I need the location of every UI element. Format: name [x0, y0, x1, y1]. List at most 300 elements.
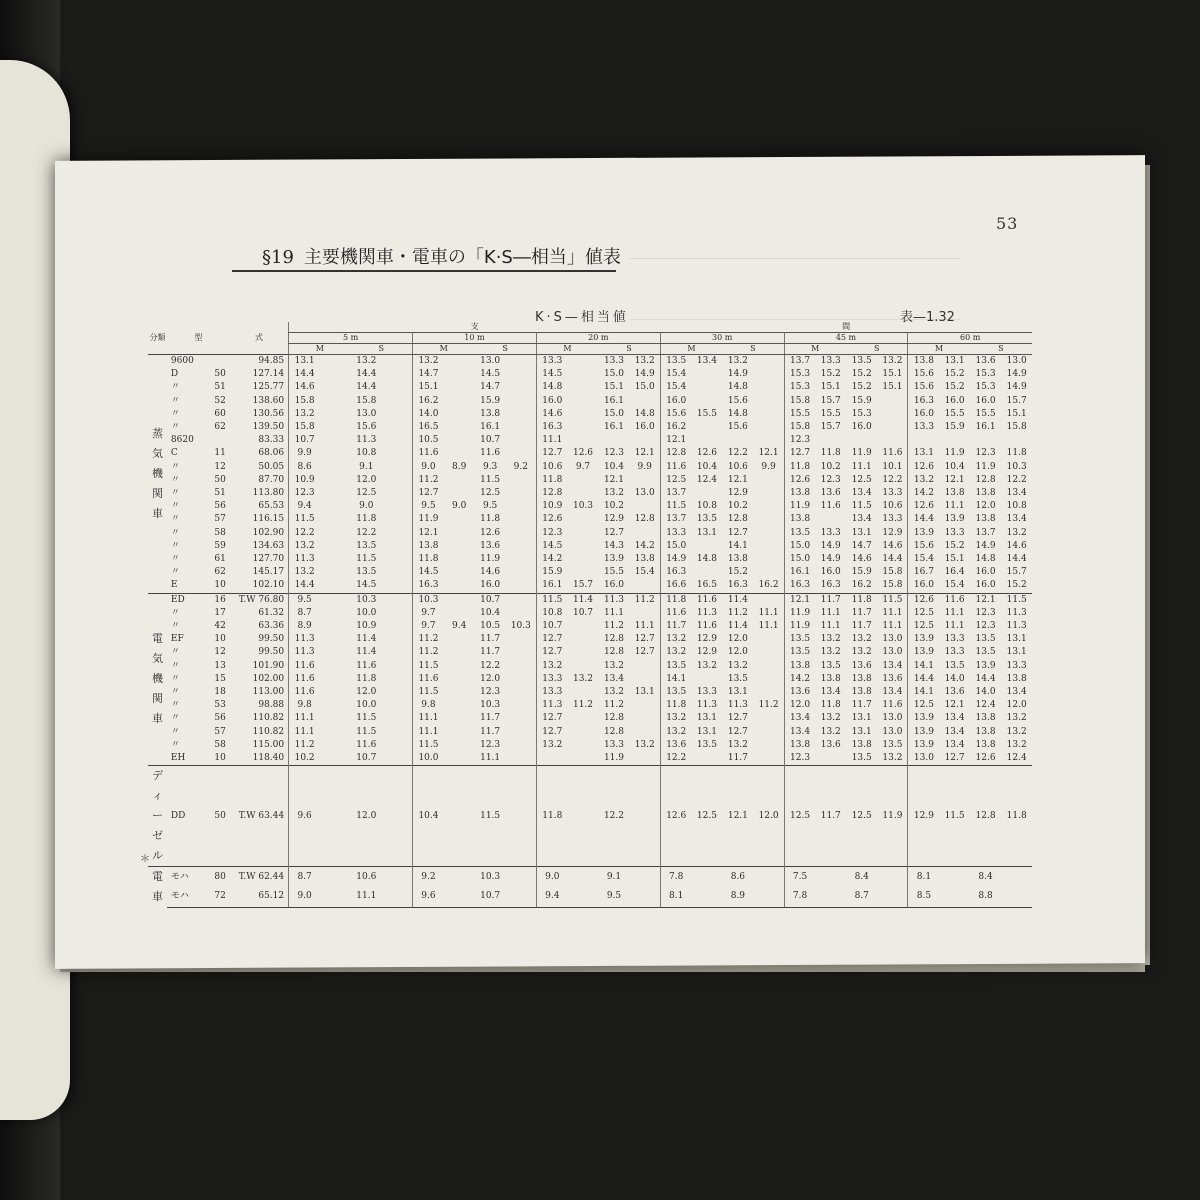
- model-number: 52: [214, 395, 226, 406]
- model-number: 15: [214, 673, 226, 684]
- value-cell: [568, 686, 598, 699]
- value-cell: 12.4: [975, 700, 996, 711]
- value-cell: 13.0: [474, 355, 505, 369]
- model-number: 50: [214, 369, 226, 380]
- value-cell: [320, 434, 350, 447]
- header-span-10m: 10 m: [412, 333, 536, 344]
- value-cell: 12.3: [536, 527, 567, 540]
- value-cell: 12.2: [660, 752, 691, 766]
- value-cell: 12.5: [784, 766, 815, 867]
- value-cell: 15.7: [820, 395, 841, 406]
- value-cell: [320, 540, 350, 553]
- value-cell: 13.5: [846, 355, 877, 369]
- weight-cell: 113.00: [252, 687, 285, 698]
- value-cell: 12.2: [882, 474, 903, 485]
- value-cell: [320, 527, 350, 540]
- value-cell: 8.6: [722, 867, 753, 887]
- value-cell: 11.8: [846, 593, 877, 607]
- value-cell: [506, 633, 536, 646]
- model-number: 50: [211, 766, 230, 867]
- value-cell: [630, 867, 661, 887]
- value-cell: 11.7: [816, 593, 846, 607]
- value-cell: [630, 395, 661, 408]
- value-cell: 13.2: [603, 488, 624, 499]
- value-cell: [692, 673, 722, 686]
- table-row: [148, 579, 1032, 593]
- value-cell: 13.9: [975, 660, 996, 671]
- model-series: 〃: [170, 739, 180, 750]
- value-cell: [382, 867, 412, 887]
- value-cell: [320, 633, 350, 646]
- value-cell: 13.9: [908, 646, 939, 659]
- table-row: [148, 395, 1032, 408]
- value-cell: 11.1: [536, 434, 567, 447]
- value-cell: 13.8: [784, 660, 815, 673]
- value-cell: [568, 553, 598, 566]
- value-cell: 13.2: [660, 726, 691, 739]
- value-cell: 15.2: [820, 369, 841, 380]
- value-cell: 12.2: [480, 660, 501, 671]
- category-label: 電気機関車: [148, 593, 167, 766]
- value-cell: 10.1: [882, 461, 903, 472]
- value-cell: 9.9: [289, 447, 320, 460]
- value-cell: [382, 726, 412, 739]
- model-series: 〃: [170, 554, 180, 565]
- value-cell: 16.0: [851, 422, 872, 433]
- section-heading: [262, 243, 621, 269]
- weight-cell: 130.56: [252, 408, 285, 419]
- value-cell: 12.0: [351, 766, 382, 867]
- weight-cell: 87.70: [258, 474, 285, 485]
- value-cell: [568, 867, 598, 887]
- value-cell: [382, 673, 412, 686]
- value-cell: 14.9: [975, 540, 996, 551]
- value-cell: 12.1: [603, 474, 624, 485]
- table-row: [148, 474, 1032, 487]
- value-cell: 15.2: [944, 369, 965, 380]
- value-cell: 15.9: [851, 567, 872, 578]
- value-cell: 13.1: [696, 726, 717, 737]
- value-cell: 9.4: [536, 887, 567, 907]
- value-cell: 12.0: [784, 699, 815, 712]
- value-cell: 15.8: [289, 395, 320, 408]
- value-cell: 13.6: [660, 739, 691, 752]
- value-cell: [506, 434, 536, 447]
- value-cell: 11.9: [944, 448, 965, 459]
- value-cell: 11.5: [480, 474, 501, 485]
- value-cell: 13.5: [975, 634, 996, 645]
- value-cell: 14.6: [480, 567, 501, 578]
- value-cell: 11.5: [412, 686, 443, 699]
- footnote-mark: ＊: [140, 854, 150, 865]
- value-cell: 13.5: [356, 567, 377, 578]
- value-cell: 12.3: [480, 739, 501, 750]
- value-cell: [382, 408, 412, 421]
- value-cell: [382, 699, 412, 712]
- value-cell: 11.1: [289, 712, 320, 725]
- value-cell: [382, 766, 412, 867]
- value-cell: 8.5: [908, 887, 939, 907]
- value-cell: 11.2: [572, 700, 594, 711]
- value-cell: 13.9: [908, 726, 939, 739]
- value-cell: 15.2: [1006, 580, 1027, 591]
- value-cell: 11.7: [480, 634, 501, 645]
- value-cell: [320, 726, 350, 739]
- value-cell: [692, 381, 722, 394]
- value-cell: 11.5: [412, 739, 443, 752]
- ks-value-table: [148, 322, 1032, 908]
- value-cell: 12.0: [727, 647, 748, 658]
- value-cell: [444, 633, 474, 646]
- value-cell: 16.1: [480, 422, 501, 433]
- value-cell: [630, 673, 661, 686]
- value-cell: 10.7: [356, 753, 377, 764]
- value-cell: 12.3: [784, 434, 815, 447]
- table-row: [148, 646, 1032, 659]
- value-cell: 13.3: [820, 527, 841, 538]
- value-cell: 13.2: [851, 647, 872, 658]
- value-cell: [320, 368, 350, 381]
- value-cell: 10.4: [480, 607, 501, 618]
- value-cell: 11.5: [474, 766, 505, 867]
- value-cell: 11.1: [882, 621, 903, 632]
- table-row: [148, 500, 1032, 513]
- value-cell: 15.5: [975, 408, 996, 419]
- value-cell: 11.6: [289, 660, 320, 673]
- value-cell: 11.6: [939, 593, 969, 607]
- value-cell: 7.8: [660, 867, 691, 887]
- value-cell: [444, 381, 474, 394]
- value-cell: 11.7: [727, 753, 748, 764]
- weight-cell: 115.00: [252, 739, 285, 750]
- value-cell: 13.6: [480, 540, 501, 551]
- value-cell: [382, 593, 412, 607]
- value-cell: 12.7: [727, 713, 748, 724]
- value-cell: [320, 447, 350, 460]
- value-cell: 14.4: [356, 382, 377, 393]
- value-cell: 13.2: [1006, 739, 1027, 750]
- model-number: 80: [211, 867, 230, 887]
- value-cell: 13.4: [851, 488, 872, 499]
- value-cell: 13.2: [1006, 726, 1027, 737]
- value-cell: 13.2: [820, 726, 841, 737]
- value-cell: 15.0: [784, 553, 815, 566]
- value-cell: 10.6: [727, 461, 748, 472]
- value-cell: [506, 540, 536, 553]
- value-cell: 11.9: [603, 753, 624, 764]
- value-cell: 12.6: [536, 513, 567, 526]
- value-cell: 12.6: [908, 500, 939, 513]
- value-cell: 11.7: [480, 726, 501, 737]
- value-cell: 13.9: [944, 514, 965, 525]
- value-cell: 13.8: [975, 739, 996, 750]
- value-cell: [444, 368, 474, 381]
- value-cell: [877, 887, 907, 907]
- value-cell: 10.4: [412, 766, 443, 867]
- value-cell: 12.7: [603, 527, 624, 538]
- weight-cell: T.W 62.44: [230, 867, 289, 887]
- value-cell: 9.0: [536, 867, 567, 887]
- value-cell: 12.2: [598, 766, 629, 867]
- value-cell: 8.4: [846, 867, 877, 887]
- value-cell: [816, 887, 846, 907]
- value-cell: 13.8: [480, 408, 501, 419]
- value-cell: 14.7: [851, 540, 872, 551]
- value-cell: 14.9: [1006, 369, 1027, 380]
- value-cell: 12.5: [851, 474, 872, 485]
- value-cell: [382, 540, 412, 553]
- header-m-2: M: [536, 344, 598, 355]
- value-cell: [568, 540, 598, 553]
- value-cell: 9.0: [289, 887, 320, 907]
- value-cell: [568, 527, 598, 540]
- weight-cell: 139.50: [252, 422, 285, 433]
- value-cell: 16.0: [480, 580, 501, 591]
- value-cell: 12.0: [727, 634, 748, 645]
- value-cell: 10.8: [1006, 501, 1027, 512]
- value-cell: 15.8: [784, 395, 815, 408]
- value-cell: [754, 421, 784, 434]
- value-cell: 13.2: [289, 408, 320, 421]
- value-cell: [568, 887, 598, 907]
- value-cell: [382, 461, 412, 474]
- value-cell: 14.8: [975, 554, 996, 565]
- value-cell: 11.3: [696, 700, 717, 711]
- value-cell: 10.3: [474, 867, 505, 887]
- model-number: 51: [214, 488, 226, 499]
- value-cell: [506, 726, 536, 739]
- value-cell: 15.7: [572, 580, 594, 591]
- value-cell: 13.7: [660, 513, 691, 526]
- value-cell: 11.6: [692, 593, 722, 607]
- value-cell: 11.6: [356, 660, 377, 671]
- value-cell: [444, 766, 474, 867]
- value-cell: [877, 434, 907, 447]
- value-cell: 13.1: [908, 447, 939, 460]
- value-cell: [754, 646, 784, 659]
- value-cell: 14.6: [882, 540, 903, 551]
- value-cell: [506, 447, 536, 460]
- value-cell: [630, 474, 661, 487]
- value-cell: 15.8: [882, 567, 903, 578]
- value-cell: 15.8: [356, 395, 377, 406]
- value-cell: [630, 712, 661, 725]
- value-cell: 15.1: [412, 381, 443, 394]
- value-cell: 15.3: [784, 368, 815, 381]
- value-cell: 12.6: [572, 448, 594, 459]
- value-cell: 13.2: [603, 687, 624, 698]
- value-cell: 13.0: [882, 634, 903, 645]
- value-cell: 14.8: [727, 408, 748, 419]
- value-cell: 11.6: [412, 447, 443, 460]
- value-cell: [320, 887, 350, 907]
- value-cell: 12.8: [975, 474, 996, 485]
- value-cell: 14.8: [696, 554, 717, 565]
- value-cell: [754, 355, 784, 369]
- value-cell: 11.8: [356, 514, 377, 525]
- model-series: 〃: [170, 607, 180, 618]
- value-cell: [506, 474, 536, 487]
- value-cell: 14.1: [727, 540, 748, 551]
- ks-value-table-container: [148, 322, 1032, 908]
- value-cell: 11.1: [351, 887, 382, 907]
- weight-cell: 134.63: [252, 540, 285, 551]
- value-cell: 13.6: [882, 673, 903, 684]
- value-cell: [320, 752, 350, 766]
- value-cell: 12.3: [603, 448, 624, 459]
- value-cell: 15.9: [851, 395, 872, 406]
- value-cell: [506, 421, 536, 434]
- value-cell: [939, 887, 969, 907]
- value-cell: [754, 513, 784, 526]
- value-cell: 16.1: [603, 422, 624, 433]
- value-cell: 12.8: [634, 514, 655, 525]
- weight-cell: 99.50: [258, 634, 285, 645]
- value-cell: 11.6: [480, 448, 501, 459]
- value-cell: [382, 712, 412, 725]
- value-cell: [444, 395, 474, 408]
- value-cell: [630, 527, 661, 540]
- value-cell: 11.2: [412, 646, 443, 659]
- table-row: [148, 487, 1032, 500]
- value-cell: 15.0: [660, 540, 691, 553]
- value-cell: [816, 434, 846, 447]
- value-cell: 13.1: [1006, 647, 1027, 658]
- value-cell: [692, 540, 722, 553]
- model-series: E: [170, 580, 178, 591]
- value-cell: 10.4: [696, 461, 717, 472]
- value-cell: 16.0: [975, 580, 996, 591]
- value-cell: 13.7: [975, 527, 996, 538]
- value-cell: [754, 566, 784, 579]
- value-cell: 14.1: [660, 673, 691, 686]
- value-cell: [568, 368, 598, 381]
- table-row: [148, 593, 1032, 607]
- value-cell: 12.0: [1006, 700, 1027, 711]
- value-cell: 11.9: [877, 766, 907, 867]
- value-cell: 10.0: [412, 752, 443, 766]
- value-cell: 12.7: [727, 527, 748, 538]
- value-cell: 13.3: [908, 421, 939, 434]
- weight-cell: 145.17: [252, 567, 285, 578]
- value-cell: 15.7: [1006, 395, 1027, 406]
- value-cell: [754, 712, 784, 725]
- value-cell: [444, 408, 474, 421]
- value-cell: 13.3: [882, 514, 903, 525]
- model-series: 〃: [170, 621, 180, 632]
- value-cell: 11.5: [877, 593, 907, 607]
- table-row: [148, 712, 1032, 725]
- value-cell: 10.6: [882, 501, 903, 512]
- value-cell: 12.8: [603, 713, 624, 724]
- value-cell: 10.8: [696, 501, 717, 512]
- value-cell: [568, 566, 598, 579]
- value-cell: [320, 461, 350, 474]
- value-cell: 11.8: [820, 700, 841, 711]
- value-cell: 13.2: [820, 713, 841, 724]
- value-cell: [754, 593, 784, 607]
- value-cell: 13.2: [851, 634, 872, 645]
- value-cell: 16.1: [975, 422, 996, 433]
- value-cell: 16.2: [851, 580, 872, 591]
- value-cell: 13.3: [660, 527, 691, 540]
- value-cell: [382, 381, 412, 394]
- header-m-5: M: [908, 344, 970, 355]
- value-cell: 13.8: [975, 726, 996, 737]
- value-cell: 12.1: [412, 527, 443, 540]
- value-cell: 12.9: [603, 514, 624, 525]
- value-cell: 13.4: [944, 713, 965, 724]
- value-cell: 9.5: [598, 887, 629, 907]
- value-cell: 12.0: [975, 501, 996, 512]
- value-cell: 11.5: [851, 501, 872, 512]
- value-cell: 13.3: [536, 355, 567, 369]
- weight-cell: 110.82: [252, 726, 285, 737]
- value-cell: 15.2: [851, 382, 872, 393]
- value-cell: 11.9: [851, 448, 872, 459]
- value-cell: 11.6: [660, 461, 691, 474]
- value-cell: 10.3: [510, 621, 531, 632]
- value-cell: [382, 646, 412, 659]
- value-cell: [754, 553, 784, 566]
- value-cell: [444, 566, 474, 579]
- value-cell: [568, 355, 598, 369]
- value-cell: [754, 381, 784, 394]
- value-cell: 16.0: [975, 395, 996, 406]
- value-cell: 10.8: [536, 607, 567, 620]
- value-cell: [382, 633, 412, 646]
- value-cell: [568, 421, 598, 434]
- value-cell: 10.2: [289, 752, 320, 766]
- model-series: 〃: [170, 673, 180, 684]
- value-cell: 12.5: [356, 488, 377, 499]
- value-cell: [568, 660, 598, 673]
- value-cell: [320, 660, 350, 673]
- value-cell: 13.8: [975, 488, 996, 499]
- value-cell: 12.3: [975, 607, 996, 618]
- value-cell: [320, 607, 350, 620]
- value-cell: 11.1: [882, 607, 903, 618]
- value-cell: 11.6: [882, 700, 903, 711]
- weight-cell: 127.14: [252, 369, 285, 380]
- value-cell: 11.9: [784, 607, 815, 620]
- value-cell: 13.5: [660, 686, 691, 699]
- value-cell: 13.1: [1006, 634, 1027, 645]
- value-cell: 11.1: [820, 621, 841, 632]
- value-cell: 12.6: [480, 527, 501, 538]
- value-cell: [320, 699, 350, 712]
- category-label: 電車: [148, 867, 167, 908]
- value-cell: 12.5: [908, 699, 939, 712]
- value-cell: 13.8: [784, 513, 815, 526]
- header-m-1: M: [412, 344, 474, 355]
- value-cell: 16.0: [820, 567, 841, 578]
- model-number: [211, 355, 230, 369]
- weight-cell: 125.77: [252, 382, 285, 393]
- value-cell: 11.5: [536, 593, 567, 607]
- value-cell: [444, 487, 474, 500]
- value-cell: 8.1: [908, 867, 939, 887]
- value-cell: 14.3: [603, 540, 624, 551]
- value-cell: 13.3: [816, 355, 846, 369]
- value-cell: [877, 395, 907, 408]
- value-cell: 15.8: [1006, 422, 1027, 433]
- value-cell: 10.7: [536, 620, 567, 633]
- weight-cell: 127.70: [252, 554, 285, 565]
- value-cell: [382, 368, 412, 381]
- value-cell: 11.2: [758, 700, 779, 711]
- value-cell: 15.3: [975, 382, 996, 393]
